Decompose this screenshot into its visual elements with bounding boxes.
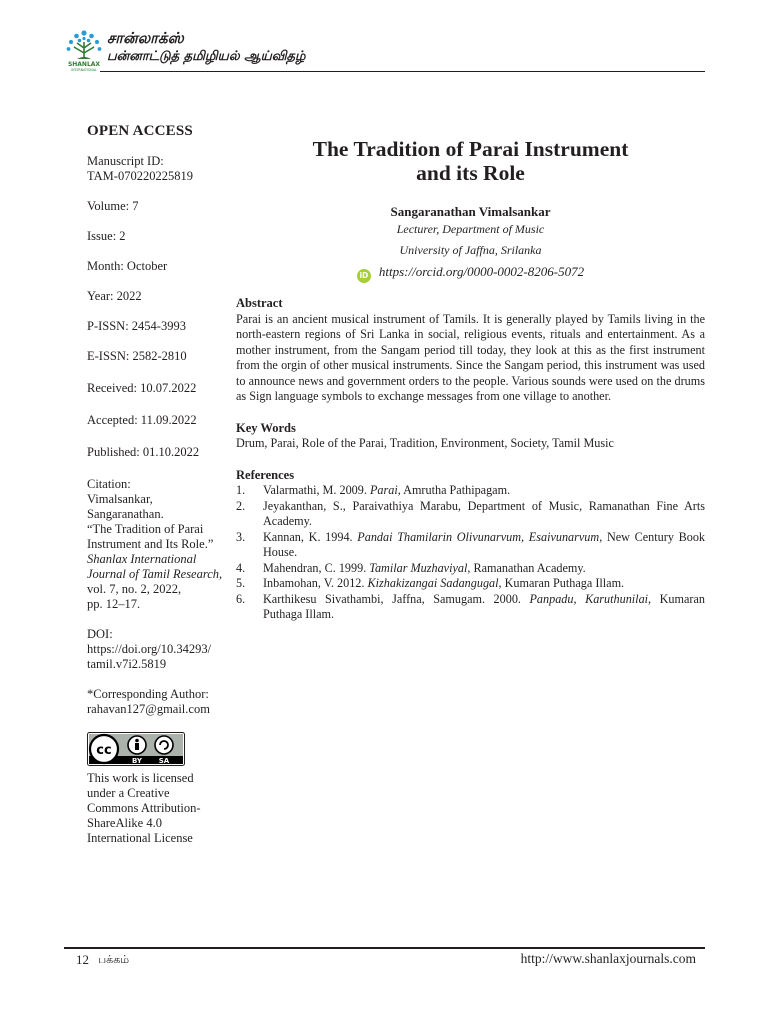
svg-text:cc: cc <box>96 743 112 758</box>
cc-by-sa-license-icon[interactable] <box>87 732 185 766</box>
author-name: Sangaranathan Vimalsankar <box>390 204 551 219</box>
author-affiliation-1: Lecturer, Department of Music <box>396 222 545 236</box>
citation-journal: Journal of Tamil Research, <box>87 567 223 581</box>
license-text <box>87 771 227 846</box>
license-line: Commons Attribution- <box>87 801 201 815</box>
reference-item <box>236 499 705 530</box>
abstract-text: Parai is an ancient musical instrument of Tamils. It is generally played by Tamils living in the north-eastern regions of Sri Lanka in social, religious events, rituals and entertainment. As a mother instrument, from the Sangam period till today, they look at this as the first instrument from the orgin of other musical instruments. Since the Sangam period, this instrument was used to announce news and government orders to the people. Various sounds were used on the drums as Sign language symbols to exchange messages from one village to another. <box>236 311 705 403</box>
reference-number: 6. <box>236 591 246 606</box>
p-issn: P-ISSN: 2454-3993 <box>87 319 186 333</box>
citation <box>87 477 227 612</box>
orcid-icon: iD <box>357 269 371 283</box>
journal-logo <box>64 26 104 72</box>
page-word: பக்கம் <box>98 953 130 966</box>
reference-item <box>236 576 705 592</box>
corresponding-author <box>87 687 227 717</box>
article-title-line1: The Tradition of Parai Instrument <box>312 137 629 161</box>
license-line: This work is licensed <box>87 771 194 785</box>
e-issn: E-ISSN: 2582-2810 <box>87 349 187 363</box>
reference-text: Kannan, K. 1994. <box>263 529 358 544</box>
orcid-link[interactable]: https://orcid.org/0000-0002-8206-5072 <box>378 264 585 279</box>
reference-title: Panpadu, Karuthunilai <box>529 591 649 606</box>
reference-title: Tamilar Muzhaviyal <box>369 560 468 575</box>
reference-item <box>236 530 705 561</box>
reference-item <box>236 483 705 499</box>
reference-title: Kizhakizangai Sadangugal <box>367 576 499 590</box>
citation-line: Vimalsankar, <box>87 492 153 506</box>
reference-title: Pandai Thamilarin Olivunarvum, Esaivunarvum <box>357 529 600 544</box>
doi <box>87 627 227 672</box>
reference-number: 3. <box>236 529 246 544</box>
reference-text: Mahendran, C. 1999. <box>263 560 370 575</box>
reference-item <box>236 592 705 623</box>
reference-text: Inbamohan, V. 2012. <box>263 576 368 590</box>
cc-by-label: BY <box>131 757 143 765</box>
open-access-label: OPEN ACCESS <box>87 123 193 139</box>
reference-list <box>236 483 705 623</box>
manuscript-info <box>87 154 227 184</box>
license-line: International License <box>87 831 193 845</box>
license-line: under a Creative <box>87 786 170 800</box>
corresponding-email[interactable]: rahavan127@gmail.com <box>87 702 210 716</box>
citation-line: Instrument and Its Role.” <box>87 537 214 551</box>
corresponding-label: *Corresponding Author: <box>87 687 209 701</box>
reference-text: Valarmathi, M. 2009. <box>263 483 370 497</box>
keywords-section <box>236 421 705 452</box>
keywords-heading: Key Words <box>236 420 296 435</box>
cc-sa-label: SA <box>158 757 170 765</box>
journal-name-line2: பன்னாட்டுத் தமிழியல் ஆய்விதழ் <box>107 49 306 64</box>
citation-journal: Shanlax International <box>87 552 197 566</box>
article-title <box>236 137 705 185</box>
author-affiliation-2: University of Jaffna, Srilanka <box>399 243 542 257</box>
header-divider <box>100 71 705 72</box>
citation-line: Sangaranathan. <box>87 507 164 521</box>
citation-label: Citation: <box>87 477 131 491</box>
manuscript-label: Manuscript ID: <box>87 154 164 168</box>
orcid <box>236 264 705 283</box>
doi-link[interactable]: https://doi.org/10.34293/ <box>87 642 212 656</box>
reference-publisher: , Kumaran Puthaga Illam. <box>498 576 625 590</box>
references-section <box>236 468 705 623</box>
doi-label: DOI: <box>87 627 113 641</box>
citation-line: “The Tradition of Parai <box>87 522 204 536</box>
reference-number: 1. <box>236 483 246 497</box>
logo-text: SHANLAX <box>67 61 101 68</box>
reference-number: 2. <box>236 498 246 513</box>
reference-publisher: , New Century Book House. <box>263 529 706 559</box>
journal-name <box>107 28 305 66</box>
reference-publisher: , Ramanathan Academy. <box>467 560 586 575</box>
keywords-text: Drum, Parai, Role of the Parai, Tradition, Environment, Society, Tamil Music <box>236 436 614 450</box>
month: Month: October <box>87 259 168 273</box>
footer-divider <box>64 947 705 949</box>
reference-item <box>236 561 705 577</box>
reference-number: 4. <box>236 560 246 575</box>
reference-text: Jeyakanthan, S., Paraivathiya Marabu, Department of Music, Ramanathan Fine Arts Academy. <box>263 498 705 528</box>
reference-title: Parai <box>369 483 398 497</box>
citation-line: pp. 12–17. <box>87 597 141 611</box>
citation-line: vol. 7, no. 2, 2022, <box>87 582 182 596</box>
reference-number: 5. <box>236 576 246 590</box>
published-date: Published: 01.10.2022 <box>87 445 200 459</box>
received-date: Received: 10.07.2022 <box>87 381 197 395</box>
abstract-heading: Abstract <box>236 296 283 310</box>
references-heading: References <box>236 467 295 482</box>
page-number: 12 <box>76 952 89 967</box>
accepted-date: Accepted: 11.09.2022 <box>87 413 197 427</box>
footer-website-link[interactable]: http://www.shanlaxjournals.com <box>520 951 696 966</box>
license-line: ShareAlike 4.0 <box>87 816 162 830</box>
reference-publisher: , Kumaran Puthaga Illam. <box>263 591 705 621</box>
article-body <box>236 296 705 623</box>
reference-publisher: , Amrutha Pathipagam. <box>397 483 511 497</box>
logo-subtext: INTERNATIONAL <box>71 68 97 72</box>
reference-text: Karthikesu Sivathambi, Jaffna, Samugam. 2000. <box>263 591 530 606</box>
journal-name-line1: சான்லாக்ஸ் <box>107 29 184 47</box>
article-info-sidebar <box>87 124 227 846</box>
doi-link[interactable]: tamil.v7i2.5819 <box>87 657 167 671</box>
article-title-line2: and its Role <box>416 161 525 185</box>
manuscript-id: TAM-070220225819 <box>87 169 193 183</box>
volume: Volume: 7 <box>87 199 139 213</box>
year: Year: 2022 <box>87 289 142 303</box>
issue: Issue: 2 <box>87 229 126 243</box>
